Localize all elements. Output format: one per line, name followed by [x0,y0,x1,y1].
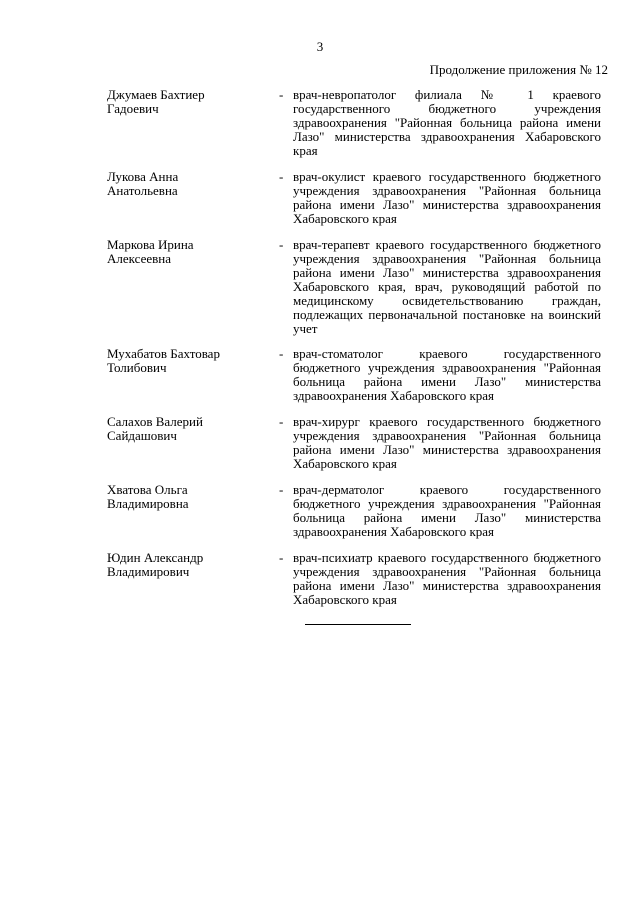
person-name: Юдин Александр Владимирович [107,550,204,579]
position-description: врач-дерматолог краевого государственного бюджетного учреждения здравоохранения "Районная больница района имени Лазо" министерства здравоохранения Хабаровского края [293,482,601,539]
dash-separator: - [279,346,284,361]
continuation-label: Продолжение приложения № 12 [429,62,608,77]
position-description: врач-окулист краевого государственного бюджетного учреждения здравоохранения "Районная больница района имени Лазо" министерства здравоохранения Хабаровского края [293,169,601,226]
position-description: врач-хирург краевого государственного бюджетного учреждения здравоохранения "Районная больница района имени Лазо" министерства здравоохранения Хабаровского края [293,414,601,471]
dash-separator: - [279,169,284,184]
member-list [107,88,607,619]
dash-separator: - [279,414,284,429]
person-name: Хватова Ольга Владимировна [107,482,189,511]
position-description: врач-стоматолог краевого государственного бюджетного учреждения здравоохранения "Районная больница района имени Лазо" министерства здравоохранения Хабаровского края [293,346,601,403]
list-item [107,238,607,336]
list-item [107,551,607,607]
person-name: Мухабатов Бахтовар Толибович [107,346,220,375]
list-item [107,170,607,226]
dash-separator: - [279,237,284,252]
person-name: Салахов Валерий Сайдашович [107,414,203,443]
list-item [107,483,607,539]
dash-separator: - [279,550,284,565]
list-item [107,347,607,403]
list-item [107,88,607,158]
list-item [107,415,607,471]
position-description: врач-невропатолог филиала № 1 краевого государственного бюджетного учреждения здравоохранения "Районная больница района имени Лазо" министерства здравоохранения Хабаровского края [293,87,601,158]
dash-separator: - [279,87,284,102]
person-name: Джумаев Бахтиер Гадоевич [107,87,205,116]
end-divider [305,624,411,625]
dash-separator: - [279,482,284,497]
person-name: Маркова Ирина Алексеевна [107,237,194,266]
person-name: Лукова Анна Анатольевна [107,169,179,198]
position-description: врач-терапевт краевого государственного бюджетного учреждения здравоохранения "Районная больница района имени Лазо" министерства здравоохранения Хабаровского края, врач, руководящий работой по медицинскому освидетельствованию граждан, подлежащих первоначальной постановке на воинский учет [293,237,601,336]
position-description: врач-психиатр краевого государственного бюджетного учреждения здравоохранения "Районная больница района имени Лазо" министерства здравоохранения Хабаровского края [293,550,601,607]
page-number: 3 [316,39,324,54]
